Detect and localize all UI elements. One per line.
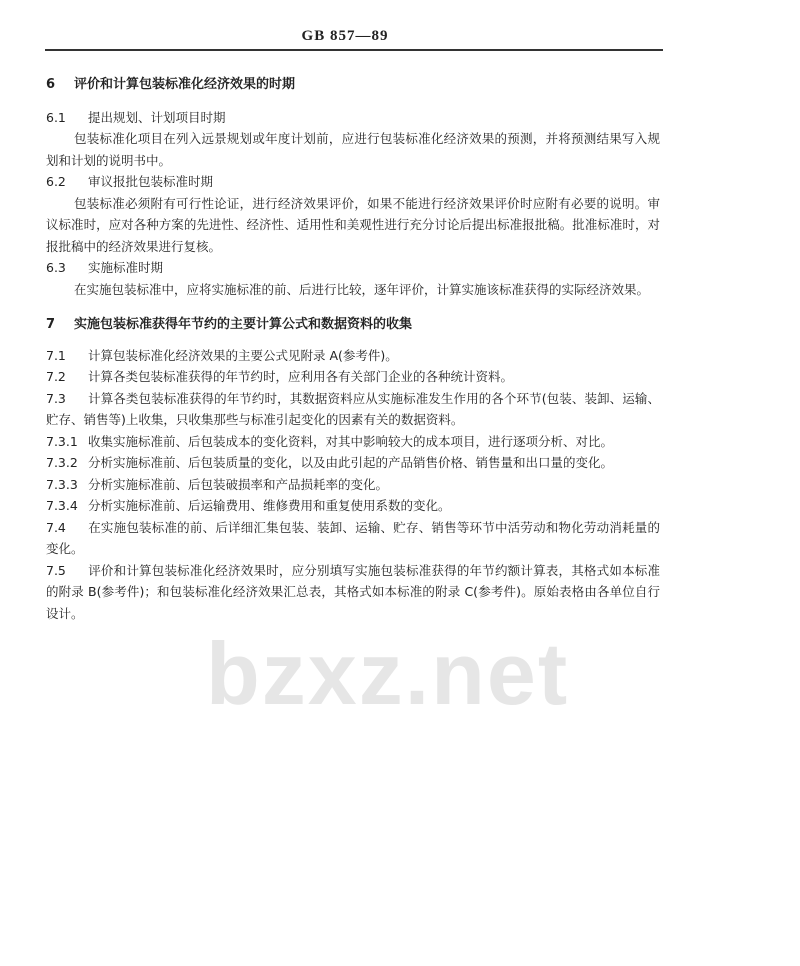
watermark: bzxz.net xyxy=(206,624,570,723)
section-7-heading xyxy=(46,314,660,336)
section-6-1-text: 包装标准化项目在列入远景规划或年度计划前，应进行包装标准化经济效果的预测，并将预测结果写入规划和计划的说明书中。 xyxy=(46,131,660,168)
clause-7-3-2 xyxy=(46,452,660,474)
clause-number: 7.3.3 xyxy=(46,476,78,492)
section-6-2-heading xyxy=(46,171,660,193)
clause-text: 收集实施标准前、后包装成本的变化资料，对其中影响较大的成本项目，进行逐项分析、对比。 xyxy=(88,433,614,449)
clause-7-3-1 xyxy=(46,431,660,453)
clause-text: 计算包装标准化经济效果的主要公式见附录 A(参考件)。 xyxy=(88,347,398,363)
section-title: 提出规划、计划项目时期 xyxy=(88,109,226,125)
clause-text: 在实施包装标准的前、后详细汇集包装、装卸、运输、贮存、销售等环节中活劳动和物化劳动消耗量的变化。 xyxy=(46,519,660,556)
clause-7-1 xyxy=(46,345,660,367)
section-title: 评价和计算包装标准化经济效果的时期 xyxy=(74,77,296,92)
clause-text: 评价和计算包装标准化经济效果时，应分别填写实施包装标准获得的年节约额计算表，其格式如本标准的附录 B(参考件)；和包装标准化经济效果汇总表，其格式如本标准的附录 C(参考件)。原始表格由各单位自行设计。 xyxy=(46,562,660,621)
clause-number: 7.3.4 xyxy=(46,498,78,513)
clause-number: 7.5 xyxy=(46,562,66,578)
clause-7-4 xyxy=(46,517,660,560)
clause-text: 分析实施标准前、后包装质量的变化，以及由此引起的产品销售价格、销售量和出口量的变化。 xyxy=(88,455,614,470)
section-title: 实施标准时期 xyxy=(88,260,164,275)
clause-number: 7.3.1 xyxy=(46,433,78,449)
section-6-1-heading xyxy=(46,107,660,129)
section-6-heading xyxy=(46,74,660,96)
clause-text: 分析实施标准前、后运输费用、维修费用和重复使用系数的变化。 xyxy=(88,498,451,513)
header-rule xyxy=(45,49,663,51)
section-6-3-text: 在实施包装标准中，应将实施标准的前、后进行比较，逐年评价，计算实施该标准获得的实际经济效果。 xyxy=(74,281,650,297)
section-number: 6.3 xyxy=(46,260,66,275)
section-title: 实施包装标准获得年节约的主要计算公式和数据资料的收集 xyxy=(74,317,413,332)
clause-text: 计算各类包装标准获得的年节约时，应利用各有关部门企业的各种统计资料。 xyxy=(88,369,514,384)
clause-number: 7.1 xyxy=(46,347,66,363)
clause-number: 7.3.2 xyxy=(46,455,78,470)
clause-7-2 xyxy=(46,366,660,388)
section-number: 7 xyxy=(46,317,56,332)
clause-7-3 xyxy=(46,388,660,431)
clause-number: 7.3 xyxy=(46,390,66,406)
clause-text: 分析实施标准前、后包装破损率和产品损耗率的变化。 xyxy=(88,476,389,492)
section-number: 6.1 xyxy=(46,109,66,125)
document-body xyxy=(46,74,660,724)
clause-number: 7.4 xyxy=(46,519,66,535)
document-header: GB 857—89 xyxy=(301,28,389,44)
section-number: 6 xyxy=(46,77,56,92)
section-title: 审议报批包装标准时期 xyxy=(88,174,214,189)
clause-7-3-3 xyxy=(46,474,660,496)
clause-7-5 xyxy=(46,560,660,625)
section-6-3-heading xyxy=(46,257,660,279)
clause-7-3-4 xyxy=(46,495,660,517)
clause-number: 7.2 xyxy=(46,369,66,384)
section-number: 6.2 xyxy=(46,174,66,189)
clause-text: 计算各类包装标准获得的年节约时，其数据资料应从实施标准发生作用的各个环节(包装、装卸、运输、贮存、销售等)上收集，只收集那些与标准引起变化的因素有关的数据资料。 xyxy=(46,390,660,427)
section-6-2-text: 包装标准必须附有可行性论证，进行经济效果评价，如果不能进行经济效果评价时应附有必要的说明。审议标准时，应对各种方案的先进性、经济性、适用性和美观性进行充分讨论后提出标准报批稿。批准标准时，对报批稿中的经济效果进行复核。 xyxy=(46,195,660,254)
